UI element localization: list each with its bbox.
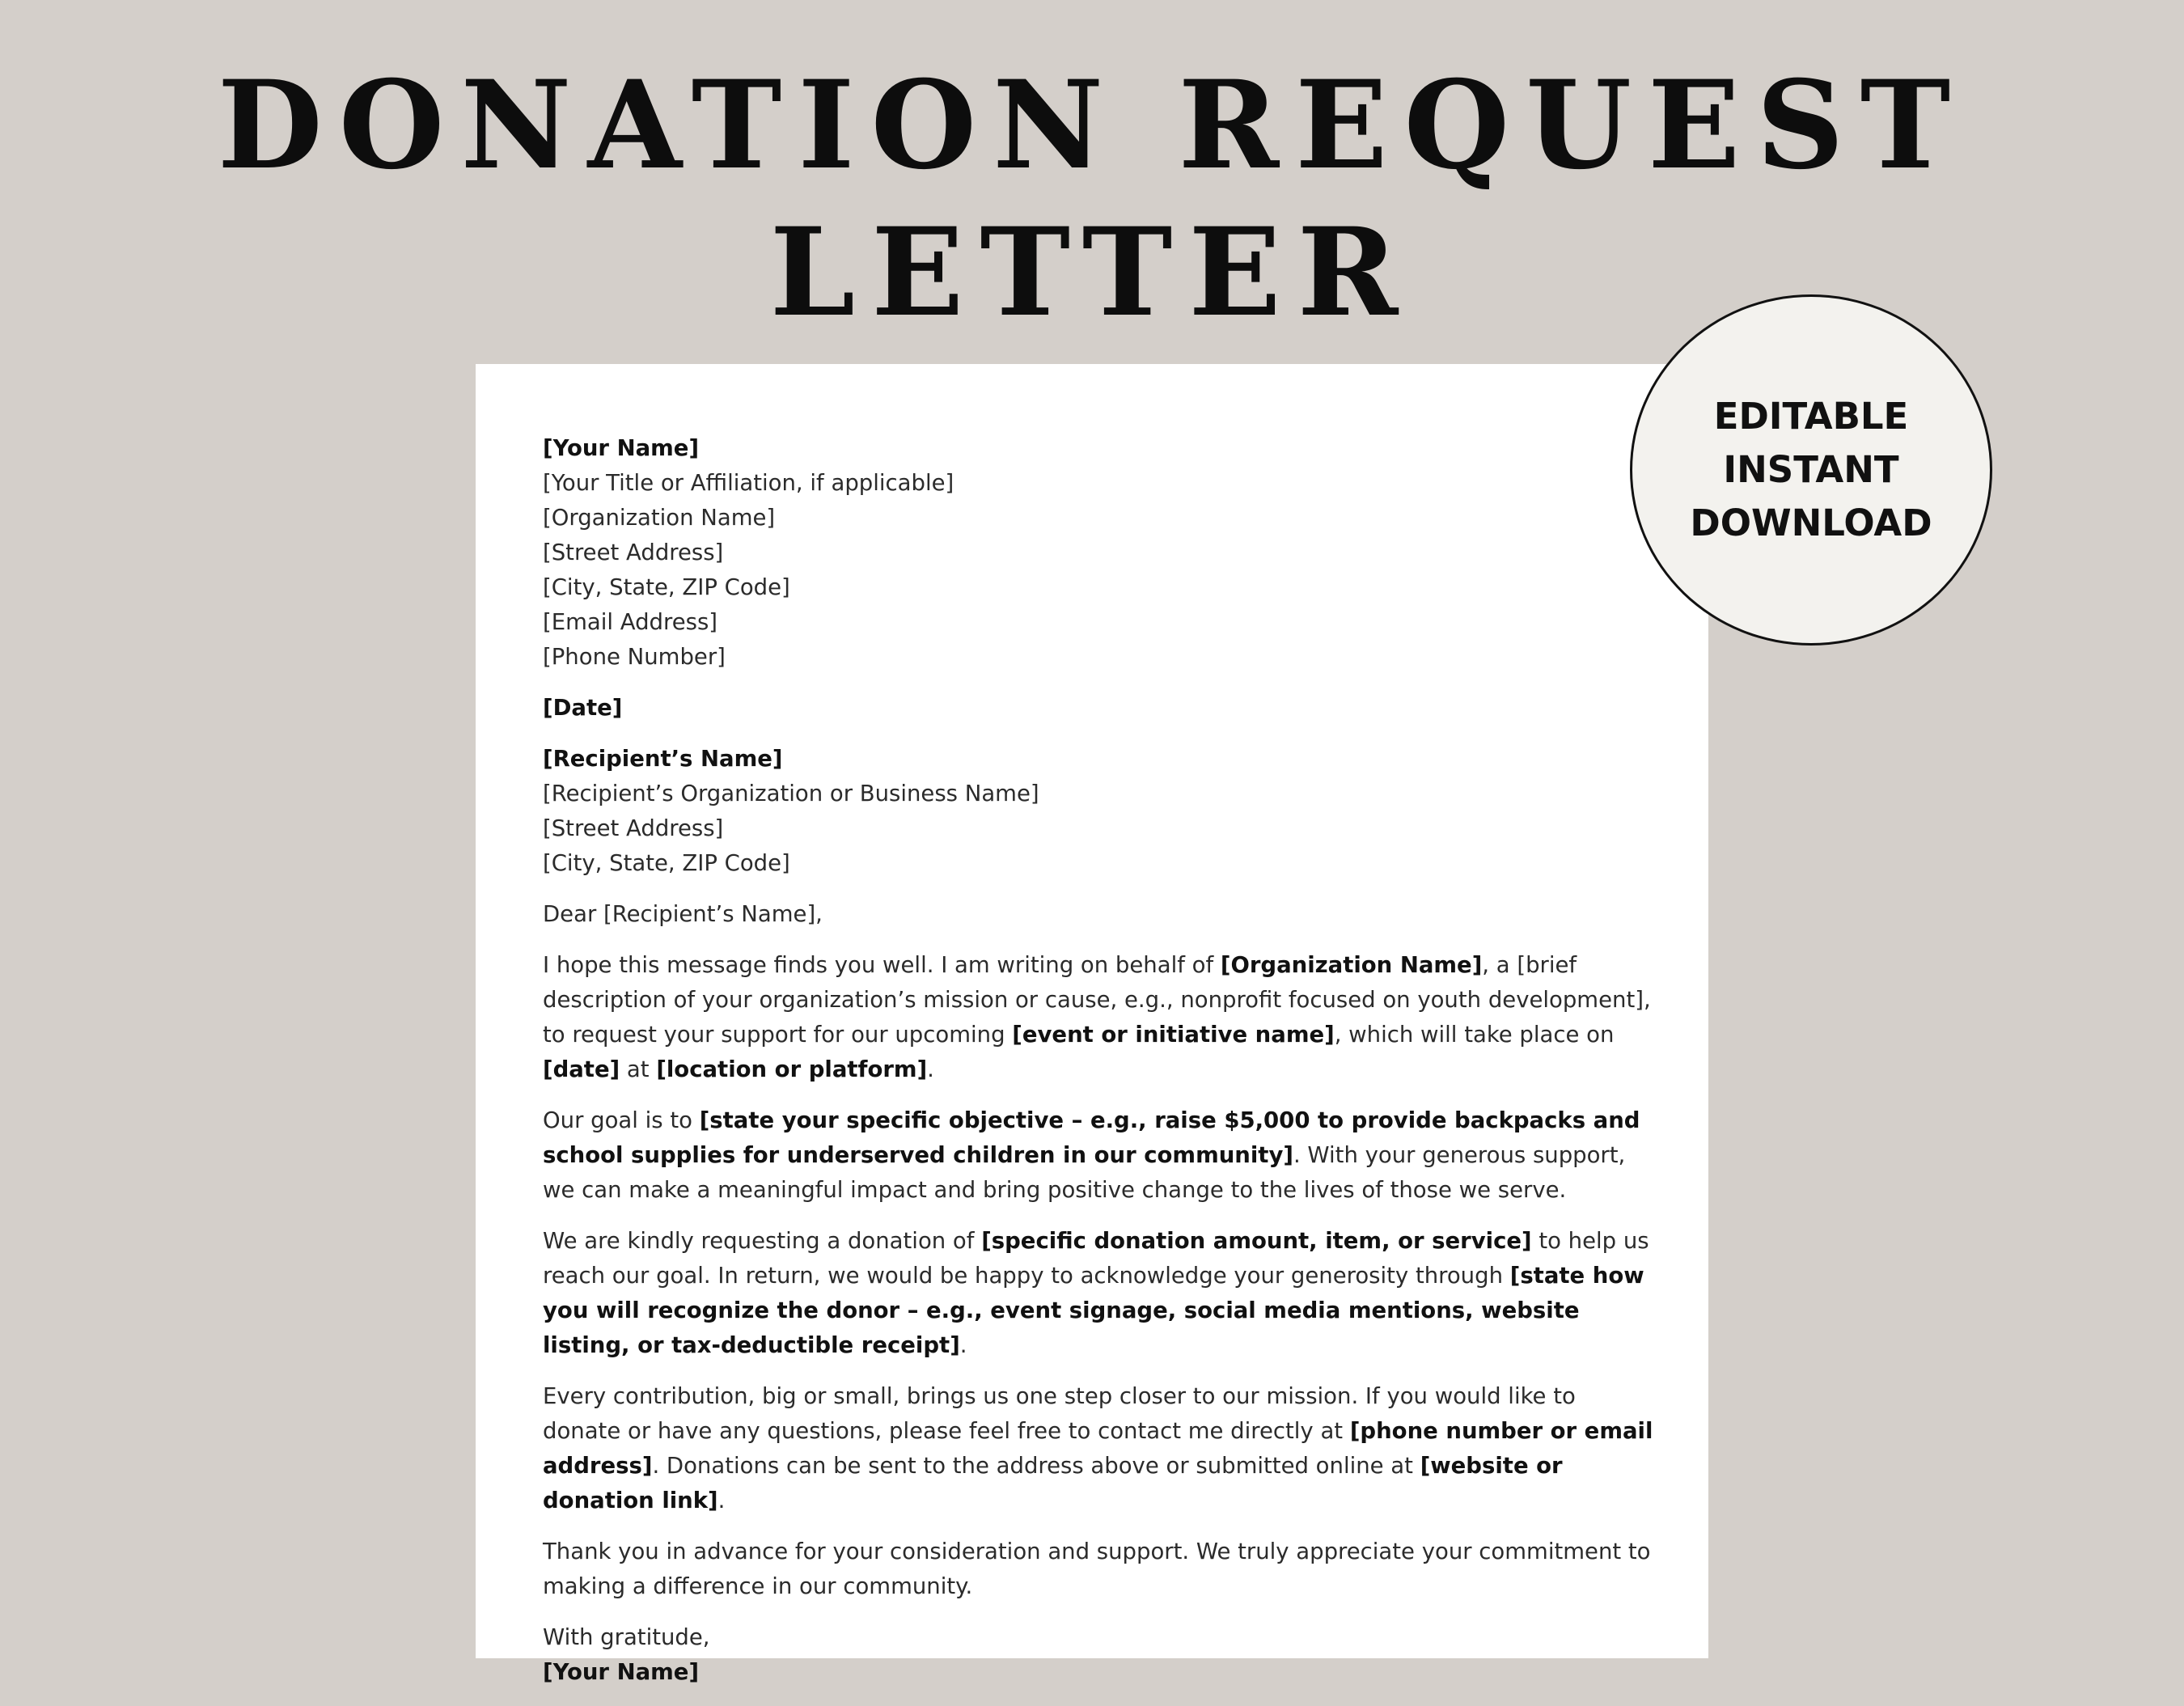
sender-title: [Your Title or Affiliation, if applicable] [543, 470, 954, 496]
sender-name: [Your Name] [543, 435, 700, 461]
sender-phone: [Phone Number] [543, 644, 726, 670]
sender-block [543, 431, 1659, 675]
signature-name: [Your Name] [543, 1659, 700, 1685]
editable-download-badge [1630, 294, 1992, 646]
sender-email: [Email Address] [543, 609, 718, 635]
closing: With gratitude, [543, 1624, 710, 1650]
recipient-organization: [Recipient’s Organization or Business Name] [543, 781, 1039, 806]
paragraph-thanks: Thank you in advance for your consideration and support. We truly appreciate your commitment to making a difference in our community. [543, 1539, 1651, 1599]
recipient-name: [Recipient’s Name] [543, 746, 783, 772]
sender-street: [Street Address] [543, 540, 724, 565]
sender-city: [City, State, ZIP Code] [543, 574, 790, 600]
letter-date: [Date] [543, 695, 623, 721]
recipient-block [543, 742, 1659, 881]
paragraph-goal: Our goal is to [state your specific objective – e.g., raise $5,000 to provide backpacks and school supplies for underserved children in our community]. With your generous support, we can make a meaningful impact and bring positive change to the lives of those we serve. [543, 1107, 1640, 1203]
date-block [543, 691, 1659, 726]
recipient-street: [Street Address] [543, 815, 724, 841]
sender-organization: [Organization Name] [543, 505, 776, 531]
paragraph-contact: Every contribution, big or small, brings us one step closer to our mission. If you would like to donate or have any questions, please feel free to contact me directly at [phone number or email address]. Donations can be sent to the address above or submitted online at [website or donation link]. [543, 1383, 1653, 1513]
paragraph-intro: I hope this message finds you well. I am writing on behalf of [Organization Name], a [brief description of your organization’s mission or cause, e.g., nonprofit focused on youth development], to request your support for our upcoming [event or initiative name], which will take place on [date] at [location or platform]. [543, 952, 1651, 1082]
badge-line-1: EDITABLE [1713, 395, 1909, 438]
page-title-line-1: DONATION REQUEST [217, 54, 1967, 197]
paragraph-request: We are kindly requesting a donation of [specific donation amount, item, or service] to help us reach our goal. In return, we would be happy to acknowledge your generosity through [state how you will recognize the donor – e.g., event signage, social media mentions, website listing, or tax-deductible receipt]. [543, 1228, 1649, 1358]
letter-body [543, 431, 1659, 1706]
closing-block [543, 1620, 1659, 1690]
salutation: Dear [Recipient’s Name], [543, 901, 823, 927]
badge-line-3: DOWNLOAD [1690, 502, 1932, 544]
badge-line-2: INSTANT [1723, 448, 1899, 491]
letter-document [476, 364, 1708, 1685]
recipient-city: [City, State, ZIP Code] [543, 850, 790, 876]
page-title-line-2: LETTER [769, 201, 1415, 344]
